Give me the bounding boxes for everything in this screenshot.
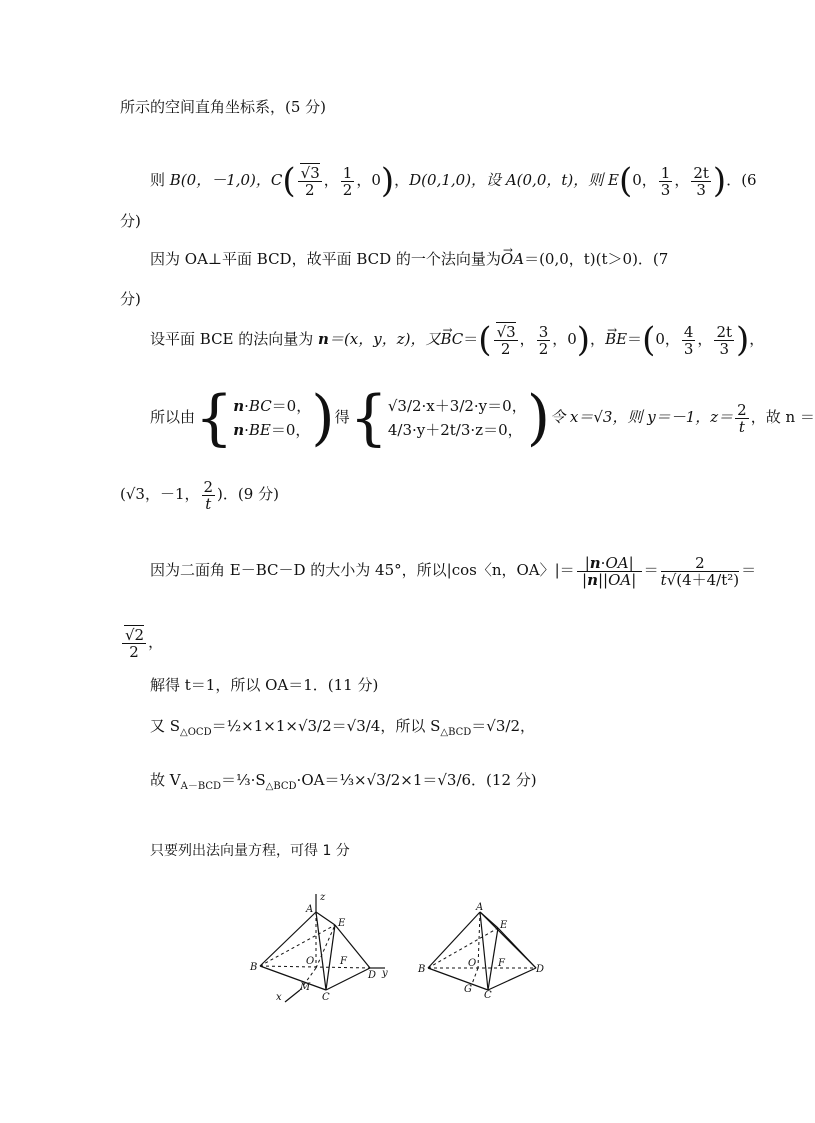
label-F: F <box>498 958 505 969</box>
text-line-5: 所以由{ n·BC＝0， n·BE＝0， )得{ √3/2·x＋3/2·y＝0， 4/3·y＋2t/3·z＝0， )令 x＝√3，则 y＝－1，z＝ $\frac{2}{t}$ ，故 n ＝ <box>150 383 815 453</box>
text-line-9: 解得 t＝1，所以 OA＝1．(11 分) <box>150 676 379 694</box>
vector-BC: → BC <box>441 318 464 360</box>
label-D: D <box>368 970 377 981</box>
label-z: z <box>320 892 326 903</box>
text: (√3，－1， <box>120 485 200 503</box>
vector-OA: → OA <box>501 250 524 268</box>
text: 得 <box>334 408 350 426</box>
text: 令 x＝√3，则 y＝－1，z＝ <box>550 408 734 426</box>
text: )．(9 分) <box>217 485 279 503</box>
label-B: B <box>418 964 426 975</box>
text: 设平面 BCE 的法向量为 <box>150 330 319 348</box>
text: ＝½×1×1×√3/2＝√3/4，所以 S <box>211 717 441 735</box>
text: ·OA＝⅓×√3/2×1＝√3/6．(12 分) <box>296 771 537 789</box>
label-B: B <box>250 962 258 973</box>
label-F: F <box>340 956 347 967</box>
label-x: x <box>276 992 282 1003</box>
label-O: O <box>306 956 315 967</box>
text: ＝√3/2， <box>471 717 535 735</box>
text: 则 <box>150 171 170 189</box>
vector-BE: → BE <box>605 318 627 360</box>
label-A: A <box>306 904 314 915</box>
text-line-10 <box>150 708 535 744</box>
label-G: G <box>464 984 472 995</box>
pyramid-figure-2 <box>412 898 552 1001</box>
text-line-2: 则 B(0，－1,0)，C( $\frac{√3}{2}$ ， $\frac{1}{2}$ ，0)，D(0,1,0)，设 A(0,0，t)，则 E(0， $\frac{1}{3}$ ， $\frac{2t}{3}$ )．(6 <box>150 161 757 201</box>
text-line-1: 所示的空间直角坐标系，(5 分) <box>120 98 327 116</box>
label-y: y <box>382 968 388 979</box>
label-E: E <box>338 918 346 929</box>
text-line-11 <box>150 762 537 798</box>
text: n <box>318 330 329 348</box>
text-line-8: $\frac{√2}{2}$ ， <box>120 622 163 662</box>
text: ＝⅓·S <box>221 771 266 789</box>
label-M: M <box>300 982 311 993</box>
text-line-3b: 分) <box>120 290 141 308</box>
text: △OCD <box>180 727 212 738</box>
text: ＝ <box>741 561 757 579</box>
text: ＝(0,0，t)(t＞0)．(7 <box>524 250 669 268</box>
label-C: C <box>484 990 492 1001</box>
pyramid-figure-1 <box>240 890 400 1005</box>
text-line-4: 设平面 BCE 的法向量为 n＝(x，y，z)，又→ BC＝( $\frac{√3}{2}$ ， $\frac{3}{2}$ ，0)，→ BE＝(0， $\frac{4}{3}$ ， $\frac{2t}{3}$ )， <box>150 318 764 360</box>
text: 又 S <box>150 717 181 735</box>
label-O: O <box>468 958 477 969</box>
text: ，故 n ＝ <box>750 408 815 426</box>
label-D: D <box>536 964 545 975</box>
text: ．(6 <box>726 171 757 189</box>
text: A－BCD <box>180 781 222 792</box>
text: △BCD <box>440 727 472 738</box>
text-line-2b: 分) <box>120 212 141 230</box>
text: 所以由 <box>150 408 196 426</box>
text-line-3 <box>150 250 668 268</box>
label-A: A <box>476 902 484 913</box>
label-C: C <box>322 992 330 1003</box>
text: 因为 OA⊥平面 BCD，故平面 BCD 的一个法向量为 <box>150 250 501 268</box>
text-line-7: 因为二面角 E－BC－D 的大小为 45°，所以|cos〈n，OA〉|＝ $\frac{|n\cdot OA|}{|n||OA|}$ ＝ $\frac{2}{\text{t√(4＋4/t²)}}$ ＝ <box>150 553 757 589</box>
text: 因为二面角 E－BC－D 的大小为 45°，所以|cos〈n，OA〉|＝ <box>150 561 575 579</box>
text: △BCD <box>265 781 297 792</box>
label-E: E <box>500 920 508 931</box>
text: B(0，－1,0)，C <box>169 171 283 189</box>
text: ＝(x，y，z)，又 <box>328 330 441 348</box>
text: D(0,1,0)，设 A(0,0，t)，则 E <box>409 171 619 189</box>
scoring-note: 只要列出法向量方程，可得 1 分 <box>150 843 350 859</box>
text-line-6: (√3，－1， $\frac{2}{t}$ )．(9 分) <box>120 477 279 513</box>
text: 故 V <box>150 771 181 789</box>
